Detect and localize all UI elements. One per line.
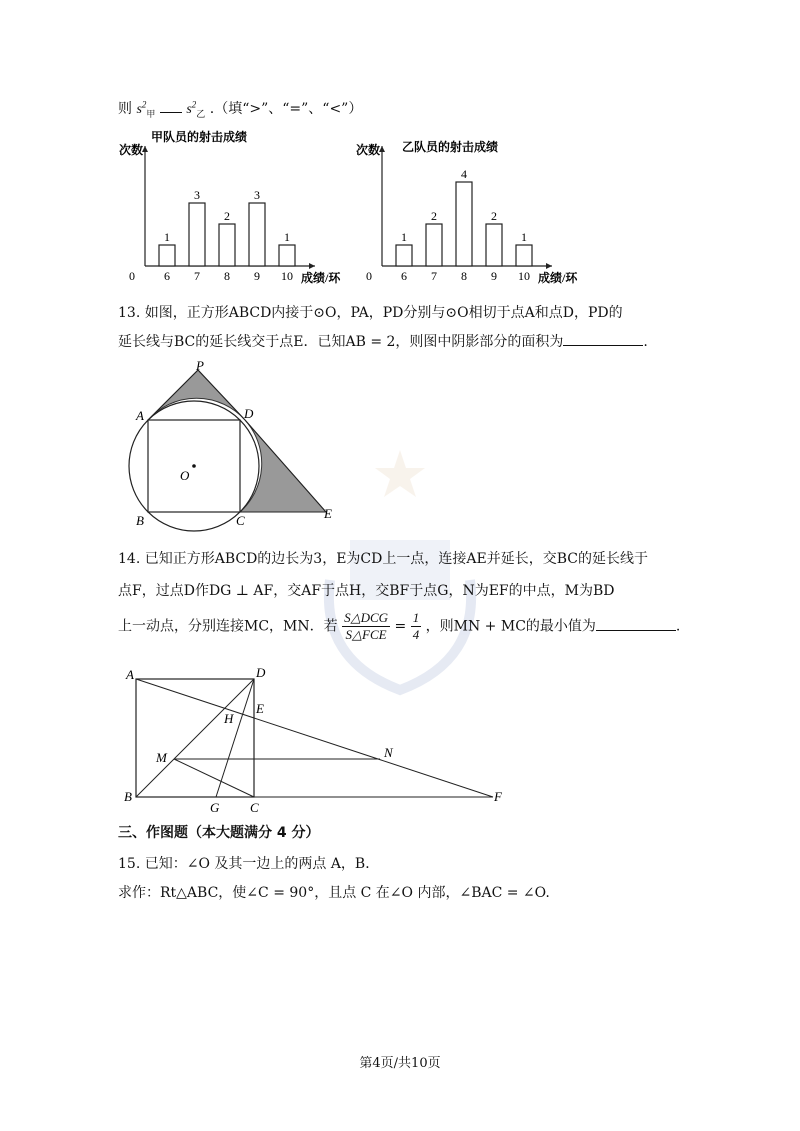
tick-label: 7 (194, 269, 200, 283)
x-axis-label: 成绩/环 (301, 271, 341, 285)
s-yi: $s^2_乙$ (186, 99, 206, 119)
label-b: B (136, 513, 144, 528)
label-e14: E (256, 701, 264, 716)
section-3-title: 三、作图题（本大题满分 4 分） (118, 825, 320, 841)
bar (189, 203, 205, 266)
data-label: 1 (284, 230, 290, 244)
bar (516, 245, 532, 266)
bar (249, 203, 265, 266)
s-jia: $s^2_甲$ (136, 99, 156, 119)
label-g14: G (210, 800, 220, 815)
label-m14: M (156, 750, 167, 765)
bar (456, 182, 472, 266)
data-label: 1 (521, 230, 527, 244)
bar (219, 224, 235, 266)
label-f14: F (494, 789, 502, 804)
q12-suffix: .（填“>”、“=”、“<”） (209, 101, 363, 117)
label-h14: H (224, 711, 234, 726)
tick-label: 8 (224, 269, 230, 283)
label-n14: N (384, 745, 393, 760)
tick-label: 10 (281, 269, 293, 283)
chart-title: 乙队员的射击成绩 (402, 140, 499, 154)
label-b14: B (124, 789, 132, 804)
y-axis-label: 次数 (119, 143, 144, 157)
origin-label: 0 (129, 269, 135, 283)
bar (396, 245, 412, 266)
bar (426, 224, 442, 266)
label-e: E (324, 506, 332, 521)
label-c14: C (250, 800, 259, 815)
page-footer: 第4页/共10页 (359, 1056, 441, 1071)
x-axis-arrow (309, 263, 315, 269)
q13-blank[interactable] (563, 333, 643, 346)
data-label: 1 (401, 230, 407, 244)
label-a14: A (126, 667, 134, 682)
x-axis-arrow (546, 263, 552, 269)
bar-chart-jia (115, 125, 350, 290)
data-label: 2 (431, 209, 437, 223)
y-axis-label: 次数 (356, 143, 381, 157)
label-d: D (244, 406, 254, 421)
q14-line2: 点F，过点D作DG ⊥ AF，交AF于点H，交BF于点G，N为EF的中点，M为BD (118, 583, 615, 599)
q14-figure (118, 665, 508, 815)
q13-line2: 延长线与BC的延长线交于点E．已知AB = 2，则图中阴影部分的面积为 . (118, 334, 648, 350)
label-p: P (196, 358, 204, 373)
q12-prefix: 则 (118, 101, 132, 117)
q14-blank[interactable] (596, 618, 676, 631)
data-label: 2 (224, 209, 230, 223)
q15-line1: 15. 已知：∠O 及其一边上的两点 A，B． (118, 856, 380, 872)
chart-title: 甲队员的射击成绩 (151, 130, 248, 144)
label-c: C (236, 513, 245, 528)
tick-label: 6 (401, 269, 407, 283)
data-label: 3 (254, 188, 260, 202)
label-o: O (180, 468, 190, 483)
q15-line2: 求作：Rt△ABC，使∠C = 90°，且点 C 在∠O 内部，∠BAC = ∠O. (118, 885, 550, 901)
x-axis-label: 成绩/环 (538, 271, 578, 285)
bar (279, 245, 295, 266)
q12-blank[interactable] (160, 100, 182, 113)
data-label: 2 (491, 209, 497, 223)
q14-line3: 上一动点，分别连接MC，MN．若 $\frac{\text{S△DCG}}{\text{S△FCE}}$ = $\frac{1}{4}$ ，则MN + MC的最小值为 . (118, 610, 681, 642)
tick-label: 8 (461, 269, 467, 283)
one-quarter-fraction: $\frac{1}{4}$ (412, 610, 420, 642)
origin-label: 0 (366, 269, 372, 283)
tick-label: 10 (518, 269, 530, 283)
q12-answer-line (118, 98, 362, 120)
data-label: 3 (194, 188, 200, 202)
tick-label: 6 (164, 269, 170, 283)
tick-label: 9 (254, 269, 260, 283)
area-ratio-fraction: $\frac{\text{S△DCG}}{\text{S△FCE}}$ (344, 610, 389, 642)
data-label: 4 (461, 167, 467, 181)
watermark-emblem (290, 440, 510, 700)
label-d14: D (256, 665, 266, 680)
q14-line1: 14. 已知正方形ABCD的边长为3，E为CD上一点，连接AE并延长，交BC的延长线于 (118, 551, 648, 567)
q13-line1: 13. 如图，正方形ABCD内接于⊙O，PA，PD分别与⊙O相切于点A和点D，PD的 (118, 305, 623, 321)
data-label: 1 (164, 230, 170, 244)
bar-chart-yi (356, 135, 595, 290)
tick-label: 7 (431, 269, 437, 283)
label-a: A (136, 408, 144, 423)
tick-label: 9 (491, 269, 497, 283)
bar (159, 245, 175, 266)
bar (486, 224, 502, 266)
